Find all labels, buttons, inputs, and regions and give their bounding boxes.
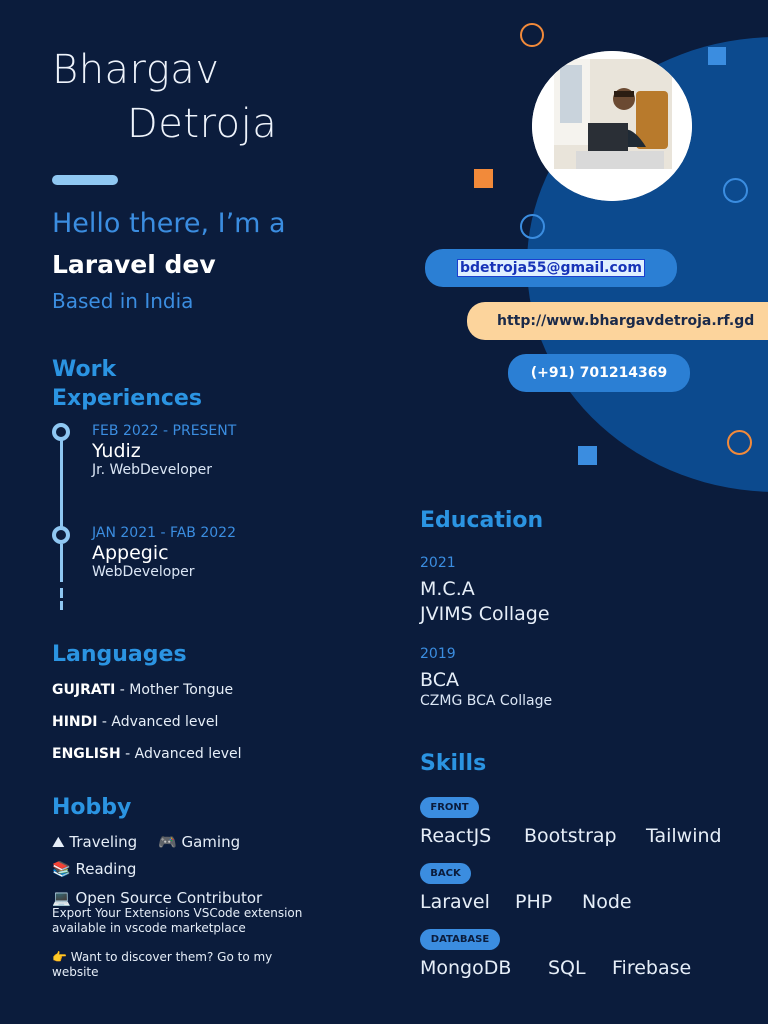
decorative-blue-square <box>708 47 726 65</box>
experience-item <box>92 423 236 478</box>
experience-date: FEB 2022 - PRESENT <box>92 423 237 439</box>
last-name: Detroja <box>127 101 278 147</box>
timeline-dot <box>52 526 70 544</box>
education-degree: M.C.A <box>420 578 475 600</box>
experience-company: Appegic <box>92 542 169 564</box>
hobby-item <box>52 833 137 851</box>
timeline-dash <box>60 588 63 598</box>
education-item <box>420 646 552 709</box>
location-text: Based in India <box>52 289 194 313</box>
gamepad-icon: 🎮 <box>158 833 177 851</box>
hobby-section-title: Hobby <box>52 795 132 820</box>
hobby-item <box>158 833 240 851</box>
skills-section-title: Skills <box>420 751 487 776</box>
decorative-blue-ring <box>520 214 545 239</box>
person-at-laptop-icon <box>532 51 692 201</box>
education-section-title: Education <box>420 508 544 533</box>
language-level: - Advanced level <box>97 714 219 730</box>
skill-item: Laravel <box>420 891 490 913</box>
experience-date: JAN 2021 - FAB 2022 <box>92 525 236 541</box>
decorative-orange-square <box>474 169 493 188</box>
books-icon: 📚 <box>52 860 71 878</box>
open-source-detail <box>52 906 302 936</box>
email-link[interactable]: bdetroja55@gmail.com <box>457 259 645 277</box>
language-level: - Mother Tongue <box>115 682 234 698</box>
hobby-item <box>52 889 262 907</box>
language-row <box>52 746 242 762</box>
laptop-icon: 💻 <box>52 889 71 907</box>
skill-item: Node <box>582 891 632 913</box>
skill-item: PHP <box>515 891 553 913</box>
experience-role: WebDeveloper <box>92 564 195 580</box>
decorative-blue-square <box>578 446 597 465</box>
skill-item: SQL <box>548 957 586 979</box>
timeline-dash <box>60 601 63 610</box>
skill-group-badge: DATABASE <box>420 929 500 950</box>
education-year: 2021 <box>420 555 456 571</box>
language-row <box>52 714 218 730</box>
first-name: Bhargav <box>52 47 220 93</box>
open-source-detail-line: available in vscode marketplace <box>52 921 246 935</box>
hello-text: Hello there, I’m a <box>52 208 286 239</box>
website-link[interactable]: http://www.bhargavdetroja.rf.gd <box>467 302 768 340</box>
timeline-dot <box>52 423 70 441</box>
skill-item: MongoDB <box>420 957 512 979</box>
discover-line: Want to discover them? Go to my <box>70 950 273 964</box>
work-section-title <box>52 355 202 413</box>
phone-pill[interactable]: (+91) 701214369 <box>508 354 690 392</box>
mountain-icon: ⛰ <box>52 833 65 851</box>
skill-item: ReactJS <box>420 825 492 847</box>
language-name: ENGLISH <box>52 746 121 762</box>
hobby-item <box>52 860 136 878</box>
hobby-gaming: Gaming <box>181 833 241 851</box>
decorative-orange-ring <box>727 430 752 455</box>
skill-item: Tailwind <box>646 825 722 847</box>
languages-section-title: Languages <box>52 642 187 667</box>
skill-item: Bootstrap <box>524 825 617 847</box>
language-name: HINDI <box>52 714 98 730</box>
language-level: - Advanced level <box>120 746 242 762</box>
role-text: Laravel dev <box>52 250 216 279</box>
experience-role: Jr. WebDeveloper <box>92 462 213 478</box>
education-college: CZMG BCA Collage <box>420 693 553 709</box>
hobby-open-source: Open Source Contributor <box>75 889 263 907</box>
education-year: 2019 <box>420 646 456 662</box>
skill-group-badge: BACK <box>420 863 471 884</box>
work-title-line-2: Experiences <box>52 386 202 411</box>
email-pill[interactable] <box>425 249 677 287</box>
work-title-line-1: Work <box>52 357 117 382</box>
skill-group-badge: FRONT <box>420 797 479 818</box>
hobby-traveling: Traveling <box>69 833 138 851</box>
pointing-hand-icon: 👉 <box>52 950 67 964</box>
discover-line: website <box>52 965 99 979</box>
experience-company: Yudiz <box>92 440 141 462</box>
timeline-line <box>60 440 63 528</box>
experience-item <box>92 525 236 580</box>
education-college: JVIMS Collage <box>420 603 550 625</box>
hobby-reading: Reading <box>75 860 137 878</box>
decorative-blue-ring <box>723 178 748 203</box>
open-source-detail-line: Export Your Extensions VSCode extension <box>52 906 303 920</box>
decorative-orange-ring <box>520 23 544 47</box>
language-name: GUJRATI <box>52 682 116 698</box>
education-item <box>420 555 550 627</box>
discover-text[interactable] <box>52 950 272 980</box>
language-row <box>52 682 233 698</box>
timeline-line <box>60 544 63 582</box>
skill-item: Firebase <box>612 957 692 979</box>
education-degree: BCA <box>420 669 459 691</box>
accent-bar <box>52 175 118 185</box>
profile-photo <box>532 51 692 201</box>
